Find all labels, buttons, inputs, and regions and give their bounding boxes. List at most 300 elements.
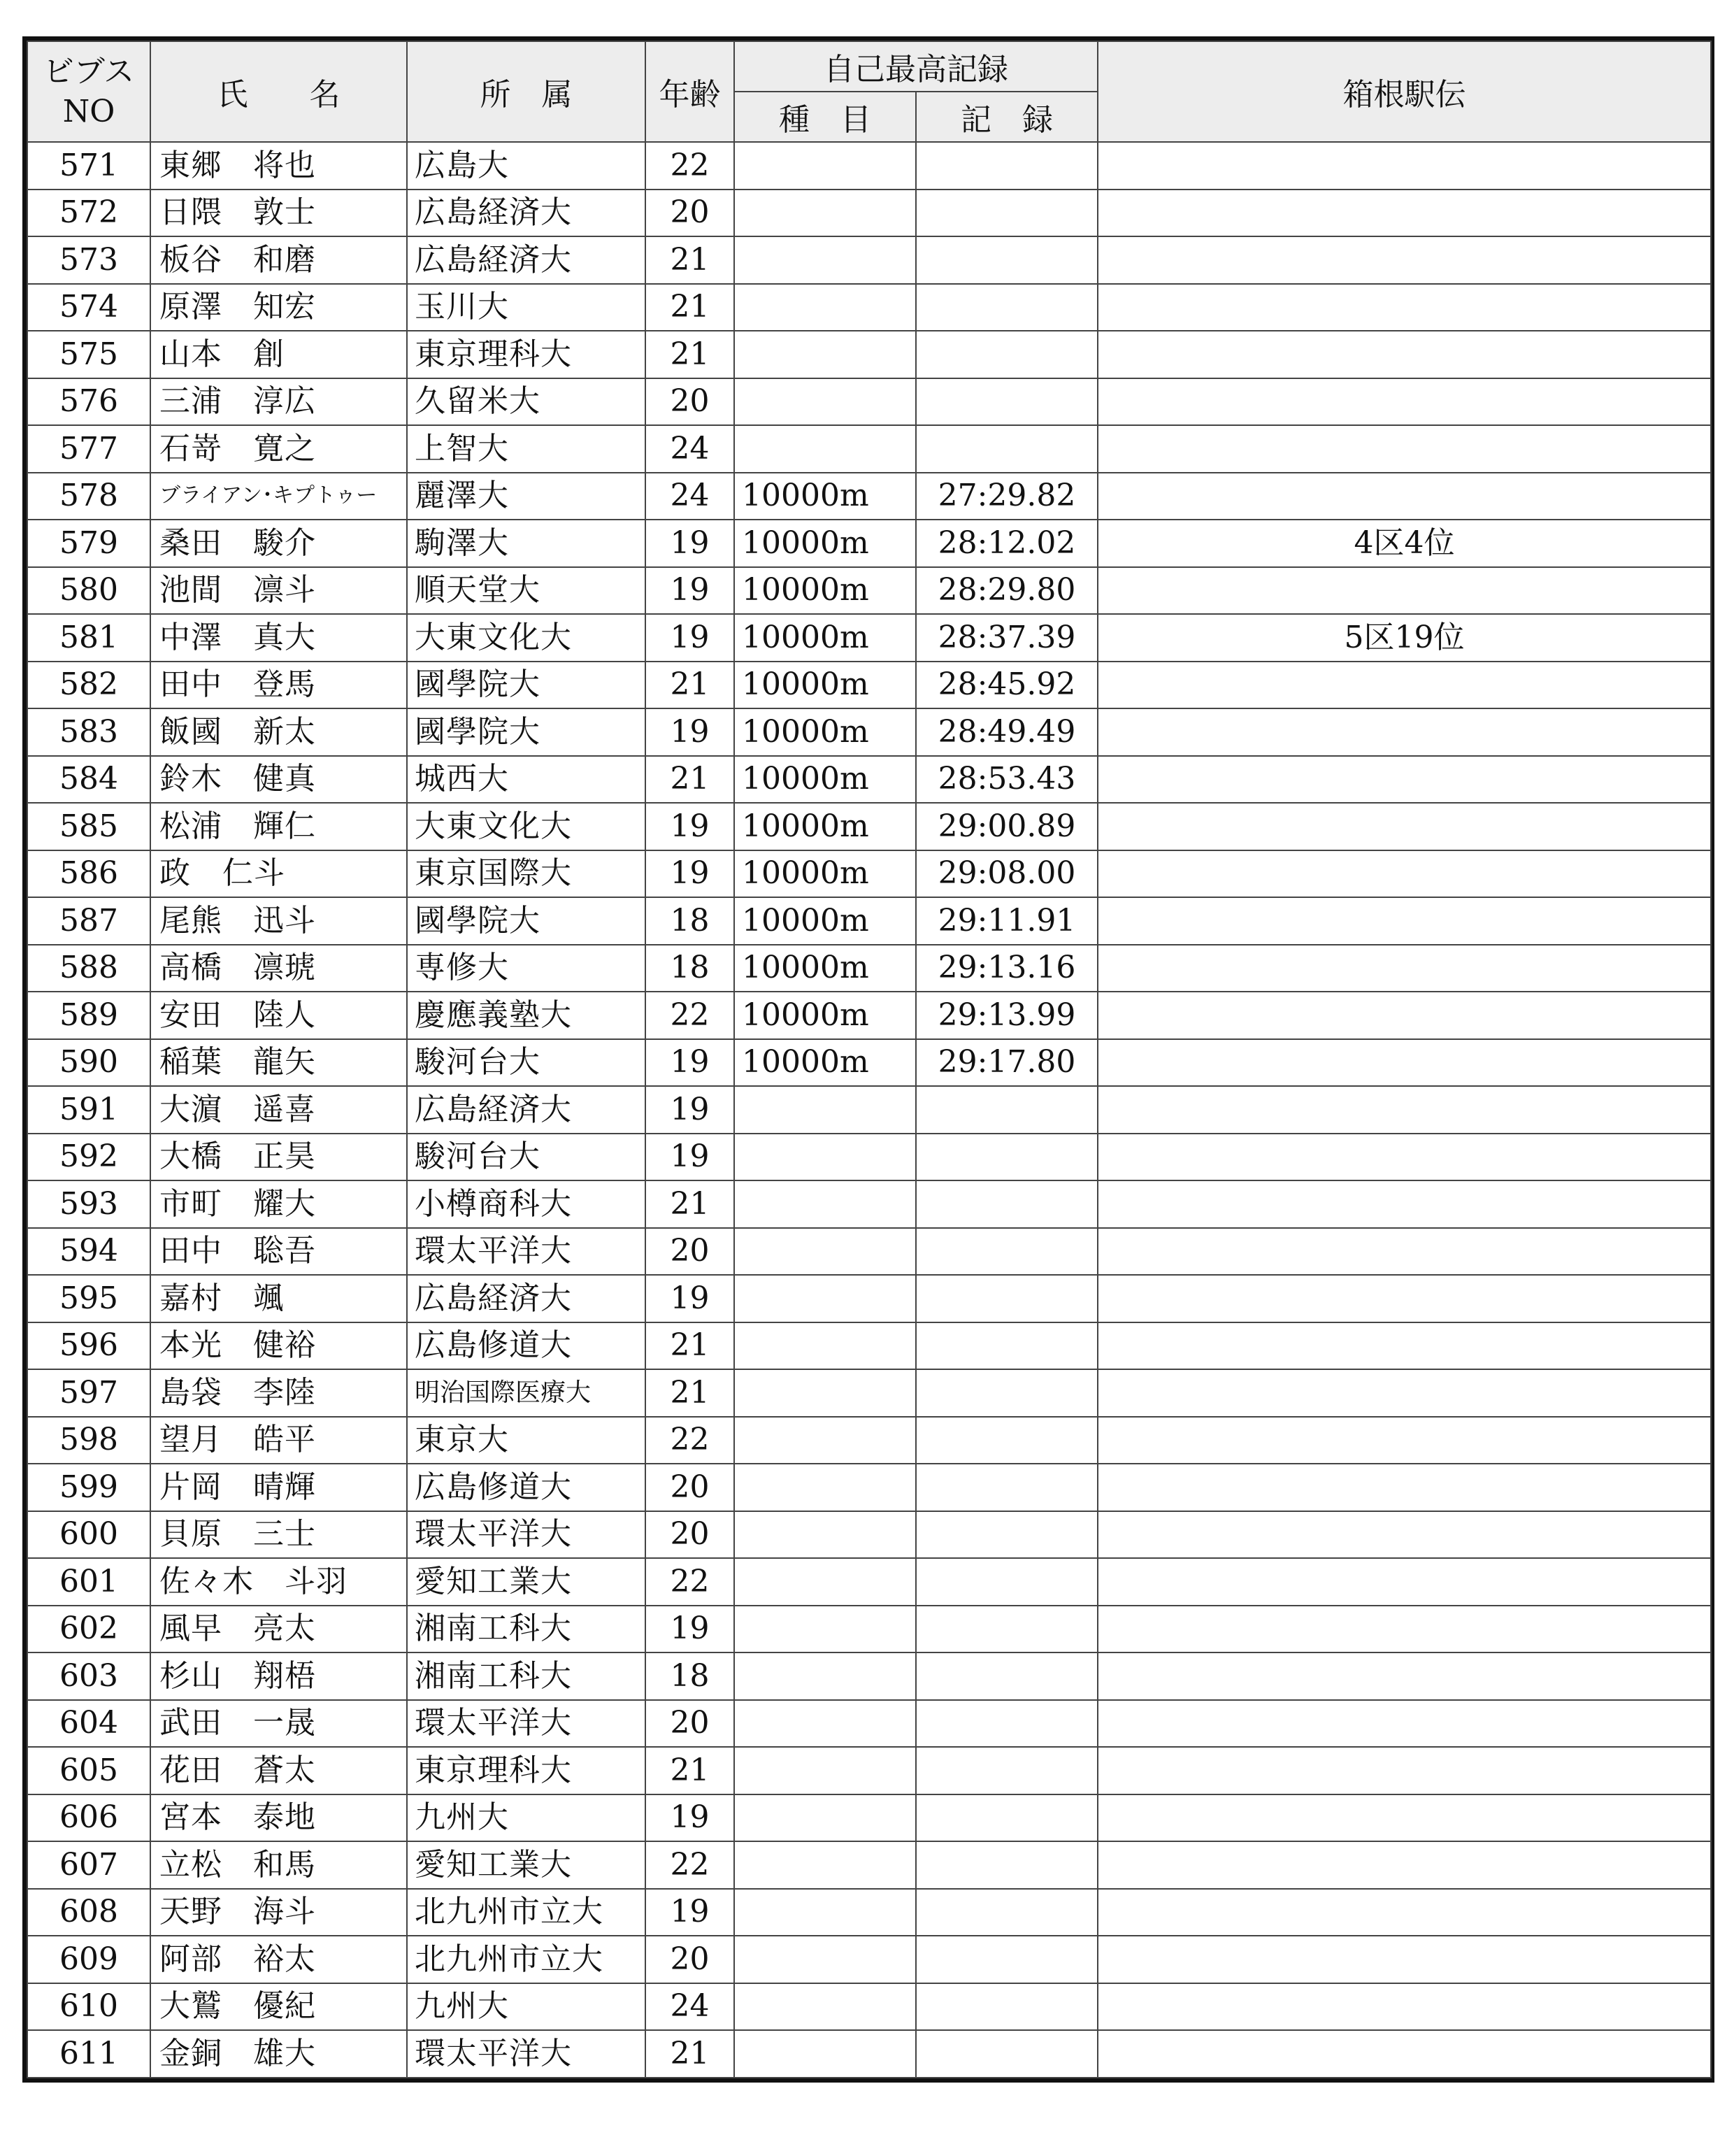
event-cell <box>734 1228 916 1276</box>
age-cell: 19 <box>645 1134 734 1181</box>
athlete-family-name: 尾熊 <box>159 902 222 938</box>
bib-number-cell: 578 <box>27 473 150 520</box>
record-cell <box>916 378 1098 426</box>
hakone-result-cell <box>1098 1652 1711 1700</box>
hakone-result-cell <box>1098 992 1711 1039</box>
header-affiliation: 所 属 <box>407 41 645 142</box>
age-cell: 24 <box>645 1983 734 2031</box>
table-row <box>27 662 1711 709</box>
athlete-family-name: 三浦 <box>159 383 222 420</box>
table-row <box>27 1794 1711 1842</box>
affiliation-cell: 駿河台大 <box>407 1134 645 1181</box>
table-row <box>27 1606 1711 1653</box>
athlete-name-cell <box>150 803 407 850</box>
athlete-name-cell <box>150 1275 407 1322</box>
athlete-family-name: 山本 <box>159 336 222 372</box>
athlete-name-cell <box>150 1511 407 1559</box>
hakone-result-cell <box>1098 567 1711 615</box>
record-cell <box>916 1322 1098 1370</box>
hakone-result-cell <box>1098 756 1711 804</box>
bib-number-cell: 584 <box>27 756 150 804</box>
bib-number-cell: 586 <box>27 850 150 898</box>
athlete-name-cell <box>150 331 407 378</box>
record-cell: 28:12.02 <box>916 520 1098 567</box>
athlete-given-name: 敦士 <box>253 194 316 231</box>
athlete-family-name: 松浦 <box>159 808 222 844</box>
affiliation-cell: 九州大 <box>407 1983 645 2031</box>
affiliation-cell: 慶應義塾大 <box>407 992 645 1039</box>
hakone-result-cell <box>1098 708 1711 756</box>
record-cell <box>916 1417 1098 1464</box>
table-row <box>27 803 1711 850</box>
bib-number-cell: 605 <box>27 1747 150 1794</box>
table-row <box>27 1652 1711 1700</box>
affiliation-cell: 環太平洋大 <box>407 1700 645 1748</box>
event-cell: 10000m <box>734 520 916 567</box>
athlete-given-name: 将也 <box>253 147 316 183</box>
event-cell: 10000m <box>734 473 916 520</box>
athlete-name-cell <box>150 662 407 709</box>
athlete-name-cell <box>150 520 407 567</box>
bib-number-cell: 577 <box>27 425 150 473</box>
age-cell: 20 <box>645 1464 734 1511</box>
table-row <box>27 1841 1711 1889</box>
event-cell <box>734 284 916 331</box>
athlete-given-name: 駿介 <box>253 524 316 561</box>
athlete-family-name: 佐々木 <box>159 1563 254 1599</box>
bib-number-cell: 574 <box>27 284 150 331</box>
age-cell: 18 <box>645 1652 734 1700</box>
affiliation-cell: 大東文化大 <box>407 803 645 850</box>
bib-number-cell: 589 <box>27 992 150 1039</box>
athlete-family-name: 東郷 <box>159 147 222 183</box>
athlete-given-name: 耀大 <box>253 1185 316 1222</box>
bib-number-cell: 575 <box>27 331 150 378</box>
athlete-family-name: 板谷 <box>159 241 222 278</box>
age-cell: 21 <box>645 662 734 709</box>
event-cell <box>734 190 916 237</box>
hakone-result-cell: 5区19位 <box>1098 614 1711 662</box>
table-row <box>27 1275 1711 1322</box>
athlete-family-name: 望月 <box>159 1422 222 1458</box>
athlete-given-name: 淳広 <box>253 383 316 420</box>
age-cell: 22 <box>645 992 734 1039</box>
hakone-result-cell <box>1098 1134 1711 1181</box>
bib-number-cell: 600 <box>27 1511 150 1559</box>
athlete-family-name: 桑田 <box>159 524 222 561</box>
affiliation-cell: 城西大 <box>407 756 645 804</box>
athlete-name-cell <box>150 1794 407 1842</box>
record-cell: 28:37.39 <box>916 614 1098 662</box>
athlete-family-name: 金銅 <box>159 2035 222 2071</box>
record-cell <box>916 1936 1098 1983</box>
event-cell <box>734 1794 916 1842</box>
event-cell: 10000m <box>734 567 916 615</box>
event-cell: 10000m <box>734 662 916 709</box>
bib-number-cell: 603 <box>27 1652 150 1700</box>
athlete-given-name: 三士 <box>253 1516 316 1552</box>
athlete-name-cell <box>150 142 407 190</box>
age-cell: 19 <box>645 1606 734 1653</box>
age-cell: 19 <box>645 1086 734 1134</box>
athlete-family-name: 花田 <box>159 1752 222 1788</box>
age-cell: 21 <box>645 1180 734 1228</box>
bib-number-cell: 604 <box>27 1700 150 1748</box>
age-cell: 19 <box>645 614 734 662</box>
record-cell <box>916 1228 1098 1276</box>
affiliation-cell: 湘南工科大 <box>407 1606 645 1653</box>
athlete-given-name: 龍矢 <box>253 1044 316 1080</box>
bib-number-cell: 593 <box>27 1180 150 1228</box>
table-row <box>27 1558 1711 1606</box>
record-cell <box>916 1464 1098 1511</box>
athlete-given-name: 知宏 <box>253 289 316 325</box>
affiliation-cell: 広島大 <box>407 142 645 190</box>
affiliation-cell: 広島経済大 <box>407 1086 645 1134</box>
athlete-name-cell <box>150 378 407 426</box>
athlete-given-name: 裕太 <box>253 1941 316 1977</box>
event-cell <box>734 1606 916 1653</box>
athlete-family-name: 中澤 <box>159 619 222 655</box>
hakone-result-cell <box>1098 1464 1711 1511</box>
hakone-result-cell <box>1098 1039 1711 1087</box>
table-row <box>27 1369 1711 1417</box>
athlete-name-cell <box>150 1747 407 1794</box>
table-row <box>27 1700 1711 1748</box>
entry-list-sheet <box>22 36 1714 2083</box>
bib-number-cell: 571 <box>27 142 150 190</box>
bib-number-cell: 601 <box>27 1558 150 1606</box>
athlete-given-name: 健真 <box>253 761 316 797</box>
bib-number-cell: 599 <box>27 1464 150 1511</box>
header-bib-line2: NO <box>62 94 115 129</box>
affiliation-cell: 小樽商科大 <box>407 1180 645 1228</box>
event-cell <box>734 1983 916 2031</box>
athlete-family-name: 原澤 <box>159 289 222 325</box>
table-row <box>27 1228 1711 1276</box>
athlete-name-cell <box>150 850 407 898</box>
athlete-given-name: 和磨 <box>253 241 316 278</box>
table-row <box>27 1464 1711 1511</box>
athlete-given-name: 健裕 <box>253 1327 316 1364</box>
affiliation-cell: 東京理科大 <box>407 331 645 378</box>
record-cell <box>916 1889 1098 1936</box>
affiliation-cell: 東京国際大 <box>407 850 645 898</box>
athlete-given-name: 晴輝 <box>253 1469 316 1505</box>
athlete-name-cell <box>150 1134 407 1181</box>
table-row <box>27 614 1711 662</box>
bib-number-cell: 608 <box>27 1889 150 1936</box>
hakone-result-cell <box>1098 284 1711 331</box>
record-cell <box>916 1134 1098 1181</box>
hakone-result-cell <box>1098 1086 1711 1134</box>
athlete-family-name: 稲葉 <box>159 1044 222 1080</box>
table-row <box>27 756 1711 804</box>
record-cell <box>916 2030 1098 2078</box>
hakone-result-cell <box>1098 1889 1711 1936</box>
table-row <box>27 1417 1711 1464</box>
table-row <box>27 2030 1711 2078</box>
age-cell: 22 <box>645 142 734 190</box>
athlete-family-name: 田中 <box>159 666 222 703</box>
header-personal-best: 自己最高記録 <box>734 41 1098 92</box>
affiliation-cell: 國學院大 <box>407 708 645 756</box>
affiliation-cell: 愛知工業大 <box>407 1558 645 1606</box>
event-cell <box>734 1417 916 1464</box>
record-cell <box>916 331 1098 378</box>
event-cell <box>734 1180 916 1228</box>
record-cell <box>916 142 1098 190</box>
table-row <box>27 1889 1711 1936</box>
athlete-family-name: 武田 <box>159 1705 222 1741</box>
header-age: 年齢 <box>645 41 734 142</box>
bib-number-cell: 588 <box>27 945 150 992</box>
affiliation-cell: 大東文化大 <box>407 614 645 662</box>
affiliation-cell: 國學院大 <box>407 897 645 945</box>
header-bib <box>27 41 150 142</box>
athlete-name-cell <box>150 1841 407 1889</box>
event-cell: 10000m <box>734 1039 916 1087</box>
hakone-result-cell <box>1098 1983 1711 2031</box>
age-cell: 21 <box>645 236 734 284</box>
affiliation-cell: 広島修道大 <box>407 1322 645 1370</box>
table-row <box>27 1039 1711 1087</box>
athlete-name-cell <box>150 1322 407 1370</box>
athlete-given-name: 真大 <box>253 619 316 655</box>
athlete-family-name: 大橋 <box>159 1138 222 1175</box>
athlete-name-cell <box>150 1936 407 1983</box>
athlete-name-cell <box>150 1700 407 1748</box>
age-cell: 22 <box>645 1417 734 1464</box>
event-cell: 10000m <box>734 708 916 756</box>
table-row <box>27 425 1711 473</box>
athlete-name-cell <box>150 1086 407 1134</box>
age-cell: 20 <box>645 1936 734 1983</box>
bib-number-cell: 594 <box>27 1228 150 1276</box>
age-cell: 22 <box>645 1841 734 1889</box>
athlete-name-cell <box>150 1558 407 1606</box>
event-cell: 10000m <box>734 850 916 898</box>
affiliation-cell: 環太平洋大 <box>407 1228 645 1276</box>
hakone-result-cell <box>1098 897 1711 945</box>
age-cell: 20 <box>645 1700 734 1748</box>
record-cell: 29:13.16 <box>916 945 1098 992</box>
athlete-family-name: 飯國 <box>159 713 222 750</box>
hakone-result-cell <box>1098 1275 1711 1322</box>
bib-number-cell: 573 <box>27 236 150 284</box>
event-cell: 10000m <box>734 803 916 850</box>
hakone-result-cell <box>1098 1369 1711 1417</box>
table-header <box>27 41 1711 142</box>
athlete-family-name: 石嵜 <box>159 430 222 466</box>
table-row <box>27 1180 1711 1228</box>
hakone-result-cell <box>1098 1228 1711 1276</box>
table-row <box>27 992 1711 1039</box>
age-cell: 19 <box>645 708 734 756</box>
athlete-family-name: 杉山 <box>159 1657 222 1694</box>
hakone-result-cell <box>1098 378 1711 426</box>
affiliation-cell: 九州大 <box>407 1794 645 1842</box>
record-cell: 29:17.80 <box>916 1039 1098 1087</box>
record-cell <box>916 190 1098 237</box>
bib-number-cell: 595 <box>27 1275 150 1322</box>
table-row <box>27 945 1711 992</box>
hakone-result-cell <box>1098 473 1711 520</box>
affiliation-cell: 駿河台大 <box>407 1039 645 1087</box>
athlete-name-cell <box>150 1417 407 1464</box>
athlete-name-cell <box>150 425 407 473</box>
table-row <box>27 567 1711 615</box>
record-cell <box>916 1511 1098 1559</box>
athlete-given-name: 海斗 <box>253 1894 316 1930</box>
athlete-family-name: 鈴木 <box>159 761 222 797</box>
event-cell <box>734 1747 916 1794</box>
record-cell <box>916 1652 1098 1700</box>
event-cell: 10000m <box>734 897 916 945</box>
athlete-full-name: ブライアン･キプトゥー <box>159 483 378 508</box>
athlete-family-name: 池間 <box>159 572 222 608</box>
athlete-given-name: 登馬 <box>253 666 316 703</box>
athlete-given-name: 聡吾 <box>253 1233 316 1269</box>
affiliation-cell: 広島経済大 <box>407 190 645 237</box>
bib-number-cell: 597 <box>27 1369 150 1417</box>
age-cell: 19 <box>645 803 734 850</box>
hakone-result-cell <box>1098 1747 1711 1794</box>
athlete-family-name: 宮本 <box>159 1799 222 1836</box>
table-row <box>27 520 1711 567</box>
age-cell: 21 <box>645 1322 734 1370</box>
record-cell: 28:53.43 <box>916 756 1098 804</box>
table-row <box>27 331 1711 378</box>
athlete-name-cell <box>150 236 407 284</box>
athlete-given-name: 和馬 <box>253 1846 316 1883</box>
record-cell: 28:45.92 <box>916 662 1098 709</box>
athlete-family-name: 嘉村 <box>159 1280 222 1316</box>
age-cell: 18 <box>645 897 734 945</box>
age-cell: 19 <box>645 850 734 898</box>
record-cell <box>916 1369 1098 1417</box>
age-cell: 20 <box>645 378 734 426</box>
hakone-result-cell <box>1098 236 1711 284</box>
athlete-given-name: 李陸 <box>253 1374 316 1411</box>
table-row <box>27 897 1711 945</box>
age-cell: 19 <box>645 520 734 567</box>
athlete-family-name: 大鷲 <box>159 1988 222 2025</box>
athlete-family-name: 日隈 <box>159 194 222 231</box>
athlete-given-name: 蒼太 <box>253 1752 316 1788</box>
hakone-result-cell <box>1098 1558 1711 1606</box>
affiliation-cell: 駒澤大 <box>407 520 645 567</box>
hakone-result-cell <box>1098 662 1711 709</box>
event-cell <box>734 1464 916 1511</box>
age-cell: 20 <box>645 1511 734 1559</box>
record-cell <box>916 1558 1098 1606</box>
event-cell <box>734 1322 916 1370</box>
athlete-name-cell <box>150 1464 407 1511</box>
bib-number-cell: 585 <box>27 803 150 850</box>
athlete-full-name: 政 仁斗 <box>159 855 285 892</box>
bib-number-cell: 602 <box>27 1606 150 1653</box>
hakone-result-cell <box>1098 1180 1711 1228</box>
age-cell: 21 <box>645 331 734 378</box>
hakone-result-cell: 4区4位 <box>1098 520 1711 567</box>
affiliation-cell: 環太平洋大 <box>407 2030 645 2078</box>
record-cell <box>916 1700 1098 1748</box>
bib-number-cell: 572 <box>27 190 150 237</box>
affiliation-cell: 広島経済大 <box>407 1275 645 1322</box>
affiliation-cell: 明治国際医療大 <box>407 1369 645 1417</box>
record-cell <box>916 1086 1098 1134</box>
hakone-result-cell <box>1098 945 1711 992</box>
athlete-name-cell <box>150 1983 407 2031</box>
athlete-given-name: 遥喜 <box>253 1091 316 1127</box>
affiliation-cell: 麗澤大 <box>407 473 645 520</box>
table-row <box>27 236 1711 284</box>
bib-number-cell: 598 <box>27 1417 150 1464</box>
event-cell <box>734 1369 916 1417</box>
athlete-given-name: 泰地 <box>253 1799 316 1836</box>
table-row <box>27 1134 1711 1181</box>
table-row <box>27 142 1711 190</box>
hakone-result-cell <box>1098 850 1711 898</box>
bib-number-cell: 579 <box>27 520 150 567</box>
record-cell: 27:29.82 <box>916 473 1098 520</box>
event-cell <box>734 1700 916 1748</box>
event-cell: 10000m <box>734 945 916 992</box>
athlete-name-cell <box>150 614 407 662</box>
event-cell <box>734 1841 916 1889</box>
athlete-given-name: 創 <box>253 336 285 372</box>
athlete-given-name: 一晟 <box>253 1705 316 1741</box>
affiliation-cell: 東京大 <box>407 1417 645 1464</box>
bib-number-cell: 609 <box>27 1936 150 1983</box>
athlete-family-name: 天野 <box>159 1894 222 1930</box>
event-cell <box>734 1652 916 1700</box>
athlete-family-name: 風早 <box>159 1611 222 1647</box>
table-row <box>27 1322 1711 1370</box>
table-row <box>27 378 1711 426</box>
record-cell: 28:29.80 <box>916 567 1098 615</box>
athlete-family-name: 田中 <box>159 1233 222 1269</box>
athlete-given-name: 皓平 <box>253 1422 316 1458</box>
event-cell <box>734 1134 916 1181</box>
table-row <box>27 284 1711 331</box>
athlete-name-cell <box>150 1039 407 1087</box>
hakone-result-cell <box>1098 331 1711 378</box>
age-cell: 21 <box>645 1747 734 1794</box>
affiliation-cell: 玉川大 <box>407 284 645 331</box>
bib-number-cell: 611 <box>27 2030 150 2078</box>
record-cell <box>916 1606 1098 1653</box>
affiliation-cell: 久留米大 <box>407 378 645 426</box>
table-row <box>27 1747 1711 1794</box>
age-cell: 24 <box>645 425 734 473</box>
age-cell: 19 <box>645 1039 734 1087</box>
table-row <box>27 850 1711 898</box>
athlete-name-cell <box>150 992 407 1039</box>
entry-table <box>27 41 1712 2078</box>
event-cell <box>734 378 916 426</box>
bib-number-cell: 582 <box>27 662 150 709</box>
age-cell: 21 <box>645 756 734 804</box>
hakone-result-cell <box>1098 142 1711 190</box>
event-cell <box>734 425 916 473</box>
athlete-name-cell <box>150 1889 407 1936</box>
athlete-family-name: 立松 <box>159 1846 222 1883</box>
hakone-result-cell <box>1098 1841 1711 1889</box>
age-cell: 24 <box>645 473 734 520</box>
bib-number-cell: 580 <box>27 567 150 615</box>
